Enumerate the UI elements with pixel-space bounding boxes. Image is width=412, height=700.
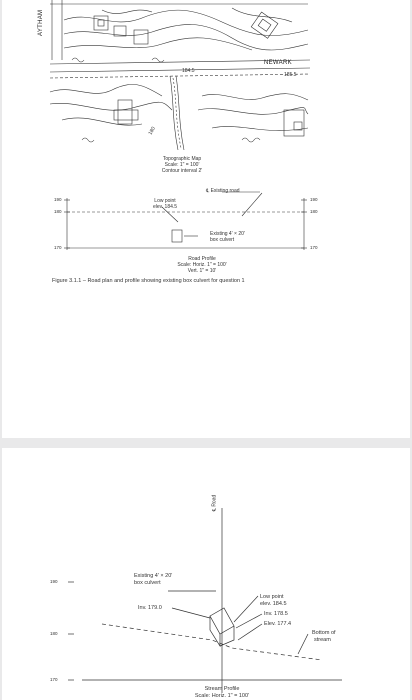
stream-profile-drawing — [2, 448, 410, 700]
road-profile-scale-h: Scale: Horiz. 1" = 100' — [177, 262, 227, 268]
right-tick-170: 170 — [310, 245, 318, 250]
road-profile-drawing — [2, 0, 410, 438]
culvert-label: Existing 4' × 20' — [134, 573, 173, 579]
tick-170: 170 — [50, 677, 58, 682]
existing-road-label: ℄ Existing road — [206, 188, 240, 194]
left-tick-170: 170 — [54, 245, 62, 250]
tick-190: 190 — [50, 579, 58, 584]
road-name-left: AYTHAM — [38, 9, 44, 36]
inv-left-label: Inv. 179.0 — [138, 605, 162, 611]
tick-180: 180 — [50, 631, 58, 636]
right-tick-180: 180 — [310, 209, 318, 214]
inv-right-label: Inv. 178.5 — [264, 611, 288, 617]
stream-profile-title: Stream Profile — [204, 686, 240, 692]
road-centerline-label: ℄ Road — [211, 494, 218, 512]
spot-elevation-1: 184.5 — [182, 68, 195, 74]
map-caption-title: Topographic Map — [162, 156, 202, 162]
figure-caption: Figure 3.1.1 – Road plan and profile showing existing box culvert for question 1 — [52, 278, 245, 284]
map-caption-scale: Scale: 1" = 100' — [164, 162, 200, 168]
road-profile-title: Road Profile — [188, 256, 216, 262]
left-tick-190: 190 — [54, 197, 62, 202]
stream-elevation: 180 — [147, 125, 157, 137]
document-page-1 — [2, 0, 410, 438]
left-tick-180: 180 — [54, 209, 62, 214]
culvert-label: Existing 4' × 20' — [210, 231, 245, 237]
culvert-label-2: box culvert — [134, 580, 161, 586]
road-profile-scale-v: Vert. 1" = 10' — [187, 268, 217, 274]
bottom-of-stream-label: Bottom of — [312, 630, 336, 636]
low-point-elev: elev. 184.5 — [152, 204, 178, 210]
map-caption-contour: Contour interval 2' — [161, 168, 203, 174]
low-point-label: Low point — [154, 198, 176, 204]
bottom-of-stream-label-2: stream — [314, 637, 331, 643]
stream-profile-scale: Scale: Horiz. 1" = 100' — [194, 693, 250, 699]
low-point-elev: elev. 184.5 — [260, 601, 287, 607]
right-tick-190: 190 — [310, 197, 318, 202]
road-name-right: NEWARK — [264, 60, 292, 66]
culvert-label-2: box culvert — [210, 237, 235, 243]
document-page-2 — [2, 448, 410, 700]
low-point-label: Low point — [260, 594, 284, 600]
elev-right-label: Elev. 177.4 — [264, 621, 292, 627]
spot-elevation-2: 185.5 — [284, 72, 297, 78]
